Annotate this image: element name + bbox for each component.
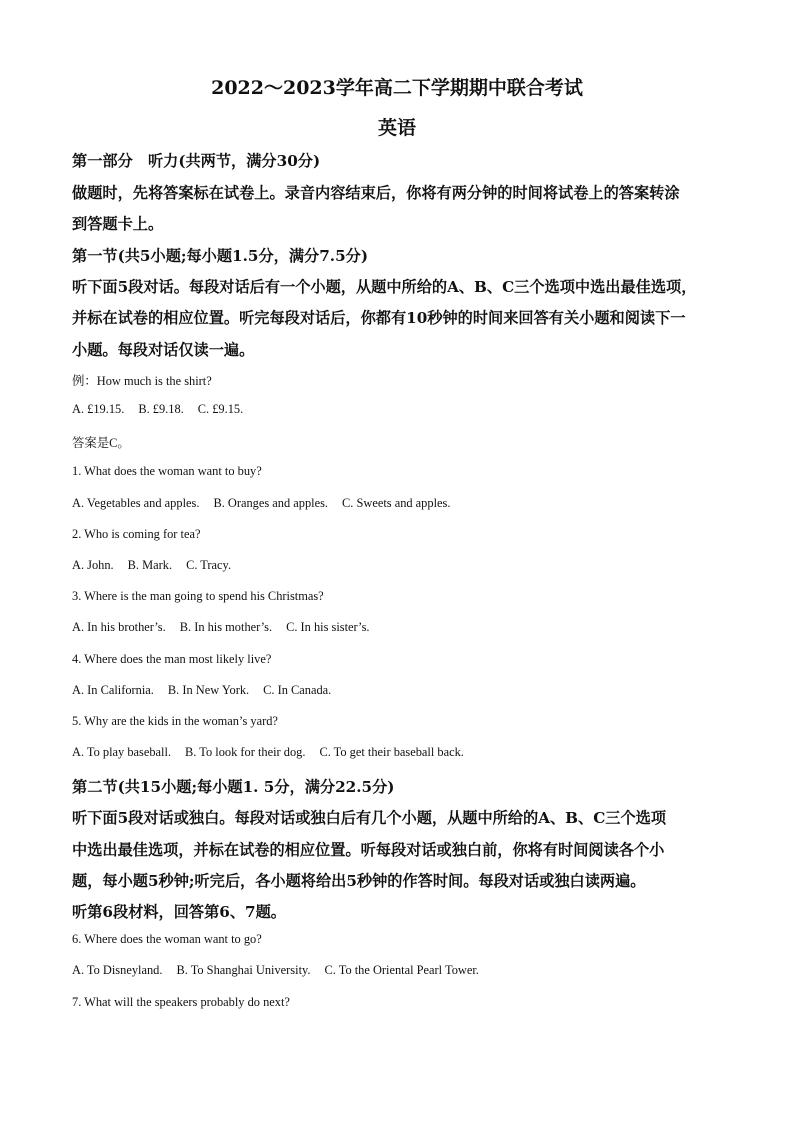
- section2-heading: 第二节(共15小题;每小题1. 5分，满分22.5分): [72, 778, 395, 796]
- option-a: A. £19.15.: [72, 402, 125, 416]
- material-heading: 听第6段材料，回答第6、7题。: [72, 903, 286, 921]
- question-text: 4. Where does the man most likely live?: [72, 652, 272, 666]
- part1-intro-line: 做题时，先将答案标在试卷上。录音内容结束后，你将有两分钟的时间将试卷上的答案转涂: [72, 184, 680, 202]
- option-a: A. John.: [72, 558, 114, 572]
- option-b: B. To look for their dog.: [185, 745, 306, 759]
- section1-instruction-line: 并标在试卷的相应位置。听完每段对话后，你都有10秒钟的时间来回答有关小题和阅读下一: [72, 309, 686, 327]
- section2-instruction-line: 题，每小题5秒钟;听完后，各小题将给出5秒钟的作答时间。每段对话或独白读两遍。: [72, 872, 646, 890]
- question-text: 3. Where is the man going to spend his Christmas?: [72, 589, 324, 603]
- question-options: [72, 745, 724, 760]
- question-text: 7. What will the speakers probably do next?: [72, 995, 290, 1009]
- option-b: B. Mark.: [127, 558, 173, 572]
- section2-instruction-line: 中选出最佳选项，并标在试卷的相应位置。听每段对话或独白前，你将有时间阅读各个小: [72, 841, 665, 859]
- option-c: C. £9.15.: [197, 402, 244, 416]
- option-c: C. In Canada.: [263, 683, 332, 697]
- option-c: C. Tracy.: [186, 558, 232, 572]
- exam-title: 2022～2023学年高二下学期期中联合考试: [211, 77, 583, 99]
- question-text: 2. Who is coming for tea?: [72, 527, 201, 541]
- option-a: A. Vegetables and apples.: [72, 496, 200, 510]
- option-b: B. £9.18.: [138, 402, 184, 416]
- option-b: B. To Shanghai University.: [176, 963, 311, 977]
- option-b: B. In his mother’s.: [179, 620, 273, 634]
- option-a: A. In California.: [72, 683, 154, 697]
- section1-instruction-line: 听下面5段对话。每段对话后有一个小题，从题中所给的A、B、C三个选项中选出最佳选项，: [72, 278, 697, 296]
- question-text: 5. Why are the kids in the woman’s yard?: [72, 714, 278, 728]
- option-a: A. To play baseball.: [72, 745, 172, 759]
- question-options: [72, 558, 724, 573]
- part1-intro-line: 到答题卡上。: [72, 215, 164, 233]
- option-c: C. In his sister’s.: [286, 620, 370, 634]
- example-question: 例：How much is the shirt?: [72, 374, 212, 388]
- example-options: [72, 402, 724, 417]
- question-text: 6. Where does the woman want to go?: [72, 932, 262, 946]
- question-text: 1. What does the woman want to buy?: [72, 464, 262, 478]
- option-a: A. In his brother’s.: [72, 620, 166, 634]
- option-a: A. To Disneyland.: [72, 963, 163, 977]
- section1-heading: 第一节(共5小题;每小题1.5分，满分7.5分): [72, 247, 369, 265]
- subject-title: 英语: [377, 117, 416, 139]
- question-options: [72, 496, 724, 511]
- part1-heading: 第一部分 听力(共两节，满分30分): [72, 152, 321, 170]
- example-answer: 答案是C。: [72, 436, 130, 450]
- section1-instruction-line: 小题。每段对话仅读一遍。: [72, 341, 255, 359]
- question-options: [72, 963, 724, 978]
- option-b: B. Oranges and apples.: [213, 496, 329, 510]
- question-options: [72, 620, 724, 635]
- option-c: C. Sweets and apples.: [342, 496, 451, 510]
- option-c: C. To the Oriental Pearl Tower.: [324, 963, 479, 977]
- option-b: B. In New York.: [167, 683, 250, 697]
- question-options: [72, 683, 724, 698]
- section2-instruction-line: 听下面5段对话或独白。每段对话或独白后有几个小题，从题中所给的A、B、C三个选项: [72, 809, 667, 827]
- option-c: C. To get their baseball back.: [319, 745, 464, 759]
